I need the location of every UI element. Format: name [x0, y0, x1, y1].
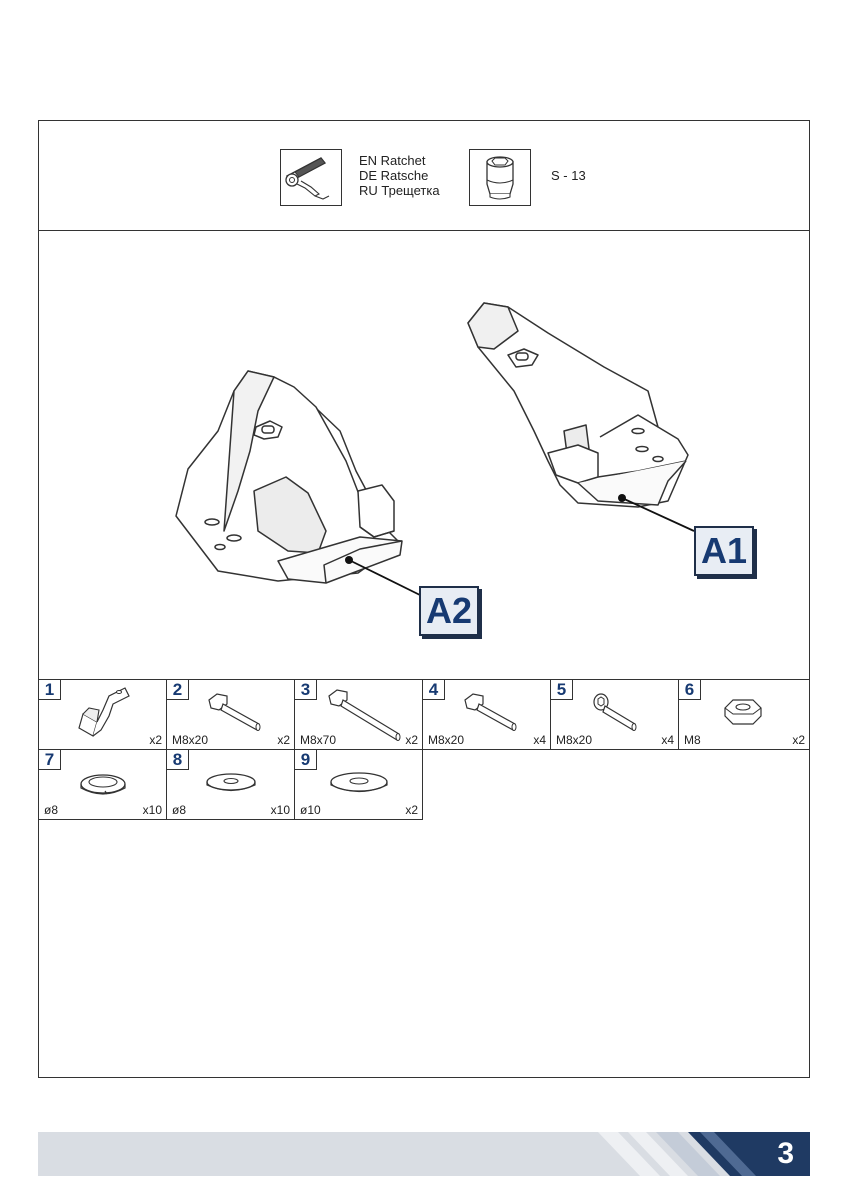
part-qty: x2: [792, 733, 805, 747]
part-number: 3: [294, 679, 317, 700]
part-number: 6: [678, 679, 701, 700]
part-cell-8: [166, 749, 295, 820]
part-qty: x2: [149, 733, 162, 747]
callout-a2: A2: [419, 586, 479, 636]
part-number: 1: [38, 679, 61, 700]
part-qty: x2: [277, 733, 290, 747]
part-spec: ø8: [44, 803, 59, 817]
ratchet-label-ru: RU Трещетка: [359, 183, 440, 198]
part-cell-4: [422, 679, 551, 750]
ratchet-label-de: DE Ratsche: [359, 168, 429, 183]
page-number: 3: [777, 1137, 794, 1170]
socket-icon: [469, 149, 531, 206]
part-spec: M8x20: [428, 733, 465, 747]
tools-row: [38, 120, 810, 231]
part-cell-3: [294, 679, 423, 750]
socket-size-label: S - 13: [551, 168, 586, 183]
part-qty: x2: [405, 733, 418, 747]
callout-a1: A1: [694, 526, 754, 576]
part-cell-1: [38, 679, 167, 750]
part-number: 4: [422, 679, 445, 700]
ratchet-label-en: EN Ratchet: [359, 153, 426, 168]
part-spec: M8x20: [556, 733, 593, 747]
part-cell-9: [294, 749, 423, 820]
part-spec: M8x20: [172, 733, 209, 747]
part-number: 9: [294, 749, 317, 770]
part-qty: x2: [405, 803, 418, 817]
part-spec: ø10: [300, 803, 321, 817]
part-qty: x10: [142, 803, 162, 817]
part-number: 7: [38, 749, 61, 770]
part-qty: x10: [270, 803, 290, 817]
part-qty: x4: [661, 733, 674, 747]
part-a2-drawing: [176, 371, 402, 583]
part-qty: x4: [533, 733, 546, 747]
ratchet-icon: [280, 149, 342, 206]
ratchet-label: [359, 153, 440, 198]
part-spec: M8: [684, 733, 701, 747]
part-spec: M8x70: [300, 733, 337, 747]
part-cell-5: [550, 679, 679, 750]
footer-band: [38, 1132, 810, 1176]
part-cell-2: [166, 679, 295, 750]
part-cell-7: [38, 749, 167, 820]
part-a1-drawing: [468, 303, 688, 507]
part-number: 2: [166, 679, 189, 700]
part-number: 5: [550, 679, 573, 700]
parts-illustration: [38, 231, 810, 679]
part-spec: ø8: [172, 803, 187, 817]
part-cell-6: [678, 679, 810, 750]
part-number: 8: [166, 749, 189, 770]
